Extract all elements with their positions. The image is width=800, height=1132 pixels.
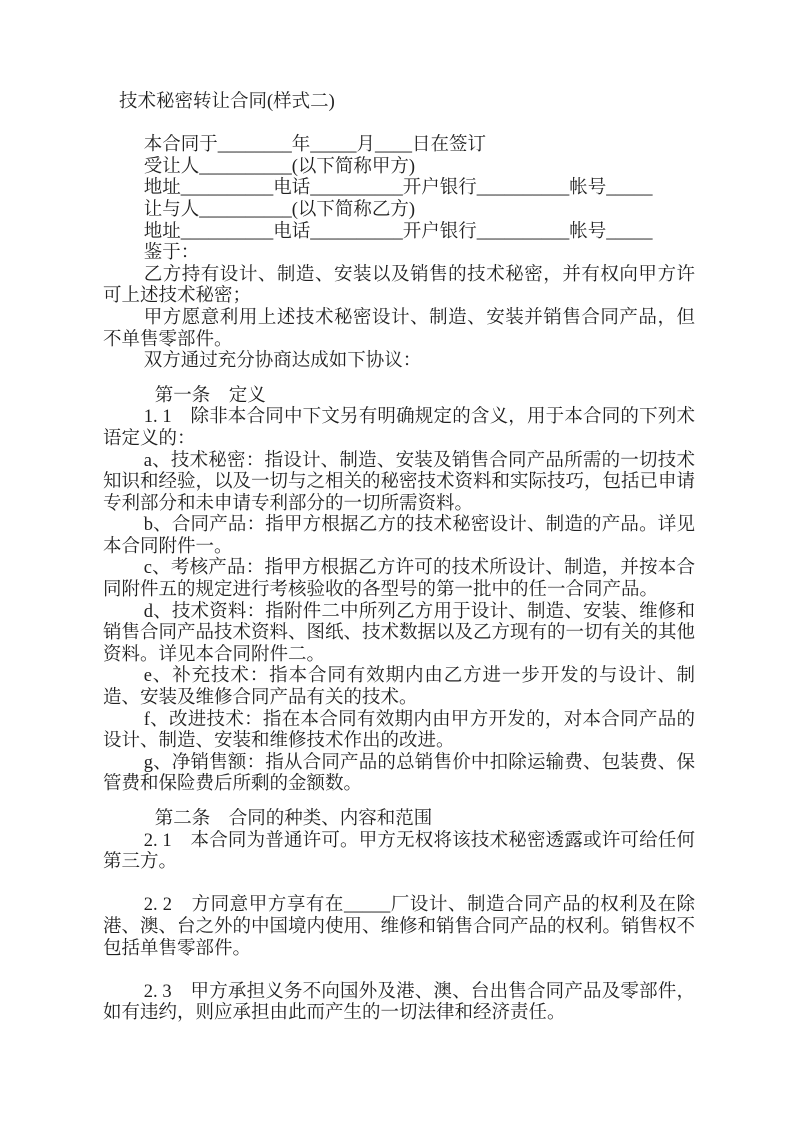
paragraph: c、考核产品：指甲方根据乙方许可的技术所设计、制造，并按本合同附件五的规定进行考核验收的各型号的第一批中的任一合同产品。	[103, 558, 695, 601]
paragraph: 让与人__________(以下简称乙方)	[143, 199, 416, 220]
paragraph: 乙方持有设计、制造、安装以及销售的技术秘密，并有权向甲方许可上述技术秘密；	[103, 264, 695, 307]
document-body	[103, 92, 695, 1025]
paragraph: 2. 2 方同意甲方享有在_____厂设计、制造合同产品的权利及在除港、澳、台之外的中国境内使用、维修和销售合同产品的权利。销售权不包括单售零部件。	[103, 895, 696, 959]
paragraph: a、技术秘密：指设计、制造、安装及销售合同产品所需的一切技术知识和经验，以及一切与之相关的秘密技术资料和实际技巧，包括已申请专利部分和未申请专利部分的一切所需资料。	[103, 450, 696, 514]
paragraph: 双方通过充分协商达成如下协议：	[143, 351, 422, 372]
paragraph: 2. 3 甲方承担义务不向国外及港、澳、台出售合同产品及零部件，如有违约，则应承担由此而产生的一切法律和经济责任。	[103, 981, 695, 1024]
paragraph: e、补充技术：指本合同有效期内由乙方进一步开发的与设计、制造、安装及维修合同产品有关的技术。	[103, 666, 695, 709]
paragraph: 地址__________电话__________开户银行__________帐号_____	[143, 178, 653, 199]
paragraph: 受让人__________(以下简称甲方)	[143, 156, 416, 177]
paragraph: g、净销售额：指从合同产品的总销售价中扣除运输费、包装费、保管费和保险费后所剩的金额数。	[103, 752, 695, 795]
paragraph: f、改进技术：指在本合同有效期内由甲方开发的，对本合同产品的设计、制造、安装和维修技术作出的改进。	[103, 709, 695, 752]
document-title: 技术秘密转让合同(样式二)	[119, 92, 335, 112]
paragraph: 甲方愿意利用上述技术秘密设计、制造、安装并销售合同产品，但不单售零部件。	[103, 307, 695, 350]
paragraph: 本合同于________年_____月____日在签订	[143, 135, 486, 156]
section-gap	[103, 373, 695, 386]
blank-line	[103, 874, 695, 896]
blank-line	[103, 960, 695, 982]
paragraph: 1. 1 除非本合同中下文另有明确规定的含义，用于本合同的下列术语定义的：	[103, 407, 695, 449]
paragraph: 鉴于：	[143, 243, 200, 264]
paragraph: 地址__________电话__________开户银行__________帐号_____	[143, 221, 653, 242]
paragraph: 2. 1 本合同为普通许可。甲方无权将该技术秘密透露或许可给任何第三方。	[103, 830, 695, 873]
paragraph: d、技术资料：指附件二中所列乙方用于设计、制造、安装、维修和销售合同产品技术资料、图纸、技术数据以及乙方现有的一切有关的其他资料。详见本合同附件二。	[103, 601, 696, 665]
paragraph: b、合同产品：指甲方根据乙方的技术秘密设计、制造的产品。详见本合同附件一。	[103, 515, 695, 557]
section-heading: 第一条 定义	[154, 385, 266, 406]
blank-line	[103, 114, 695, 136]
section-heading: 第二条 合同的种类、内容和范围	[154, 809, 433, 829]
section-gap	[103, 796, 695, 809]
paragraph-list	[103, 114, 695, 1025]
